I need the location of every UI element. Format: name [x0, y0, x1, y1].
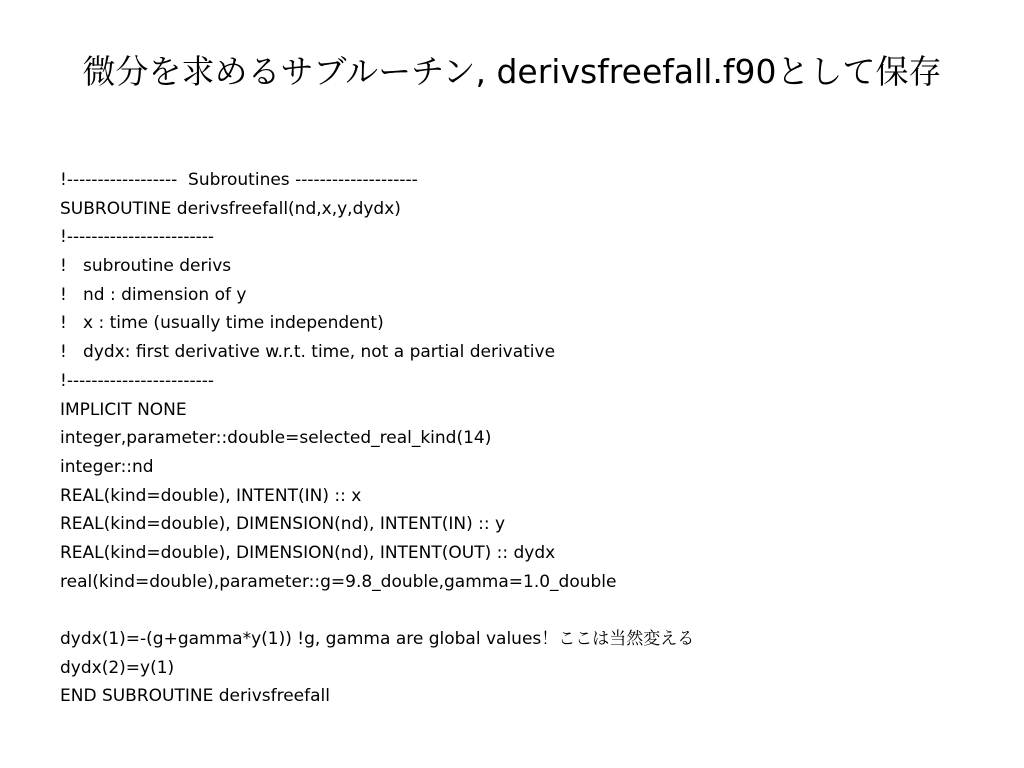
code-line: REAL(kind=double), DIMENSION(nd), INTENT(IN) :: y [60, 514, 506, 535]
code-line: ! dydx: first derivative w.r.t. time, not a partial derivative [60, 342, 556, 363]
code-line: END SUBROUTINE derivsfreefall [60, 686, 330, 707]
code-line: ! subroutine derivs [60, 256, 232, 277]
code-line: REAL(kind=double), DIMENSION(nd), INTENT(OUT) :: dydx [60, 542, 556, 563]
code-line: !------------------ Subroutines -------------------- [60, 170, 418, 190]
code-line: SUBROUTINE derivsfreefall(nd,x,y,dydx) [60, 198, 401, 219]
code-line-blank [60, 596, 980, 625]
code-line: integer,parameter::double=selected_real_kind(14) [60, 428, 492, 449]
code-line: dydx(2)=y(1) [60, 657, 175, 678]
code-line: ! x : time (usually time independent) [60, 313, 384, 334]
code-line: integer::nd [60, 456, 154, 477]
code-line: !------------------------ [60, 227, 215, 248]
code-line: dydx(1)=-(g+gamma*y(1)) !g, gamma are global values！ここは当然変える [60, 629, 695, 649]
code-listing [60, 166, 980, 711]
code-line: REAL(kind=double), INTENT(IN) :: x [60, 485, 362, 506]
slide-title: 微分を求めるサブルーチン, derivsfreefall.f90として保存 [82, 52, 942, 91]
code-line: real(kind=double),parameter::g=9.8_double,gamma=1.0_double [60, 571, 617, 592]
code-line: IMPLICIT NONE [60, 399, 187, 420]
code-line: ! nd : dimension of y [60, 284, 247, 305]
code-line: !------------------------ [60, 370, 215, 391]
